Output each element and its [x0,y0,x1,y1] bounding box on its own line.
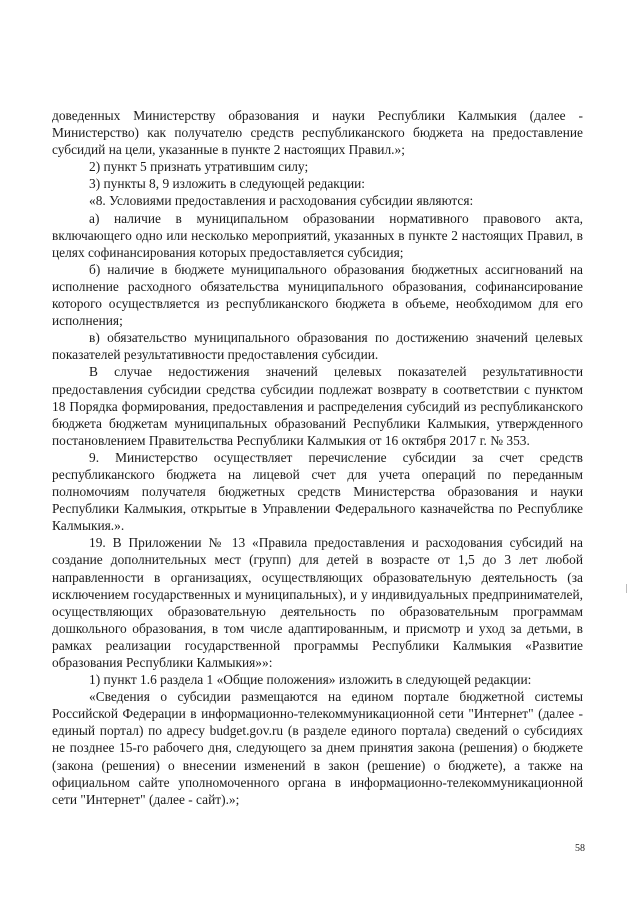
page-number: 58 [575,843,585,854]
paragraph: 9. Министерство осуществляет перечисление субсидии за счет средств республиканского бюджета на лицевой счет для учета операций по переданным полномочиям получателя бюджетных средств Министерства образования и науки Республики Калмыкия, открытые в Управлении Федерального казначейства по Республике Калмыкия.». [52,449,583,534]
scan-margin-mark [626,584,627,593]
paragraph: б) наличие в бюджете муниципального образования бюджетных ассигнований на исполнение расходного обязательства муниципального образования, софинансирование которого осуществляется из республиканского бюджета в объеме, необходимом для его исполнения; [52,261,583,329]
paragraph: доведенных Министерству образования и науки Республики Калмыкия (далее - Министерство) как получателю средств республиканского бюджета на предоставление субсидий на цели, указанные в пункте 2 настоящих Правил.»; [52,108,583,158]
paragraph: 3) пункты 8, 9 изложить в следующей редакции: [89,176,365,192]
paragraph: «8. Условиями предоставления и расходования субсидии являются: [89,193,474,209]
paragraph: «Сведения о субсидии размещаются на едином портале бюджетной системы Российской Федерации в информационно-телекоммуникационной сети "Интернет" (далее - единый портал) по адресу budget.gov.ru (в разделе единого портала) сведений о субсидиях не позднее 15-го рабочего дня, следующего за днем принятия закона (решения) о бюджете (закона (решения) о внесении изменений в закон (решение) о бюджете), а также на официальном сайте уполномоченного органа в информационно-телекоммуникационной сети "Интернет" (далее - сайт).»; [52,689,583,807]
paragraph: а) наличие в муниципальном образовании нормативного правового акта, включающего одно или несколько мероприятий, указанных в пункте 2 настоящих Правил, в целях софинансирования которых предоставляется субсидия; [52,210,583,260]
document-body [52,107,583,808]
paragraph: В случае недостижения значений целевых показателей результативности предоставления субсидии средства субсидии подлежат возврату в соответствии с пунктом 18 Порядка формирования, предоставления и распределения субсидий из республиканского бюджета бюджетам муниципальных образований Республики Калмыкия, утвержденного постановлением Правительства Республики Калмыкия от 16 октября 2017 г. № 353. [52,364,583,448]
paragraph: в) обязательство муниципального образования по достижению значений целевых показателей результативности предоставления субсидии. [52,330,583,363]
paragraph: 19. В Приложении № 13 «Правила предоставления и расходования субсидий на создание дополнительных мест (групп) для детей в возрасте от 1,5 до 3 лет любой направленности в организациях, осуществляющих образовательную деятельность (за исключением государственных и муниципальных), и у индивидуальных предпринимателей, осуществляющих образовательную деятельность по образовательным программам дошкольного образования, в том числе адаптированным, и присмотр и уход за детьми, в рамках реализации государственной программы Республики Калмыкия «Развитие образования Республики Калмыкия»»: [52,535,583,670]
paragraph: 1) пункт 1.6 раздела 1 «Общие положения» изложить в следующей редакции: [89,672,532,688]
paragraph: 2) пункт 5 признать утратившим силу; [89,159,309,175]
